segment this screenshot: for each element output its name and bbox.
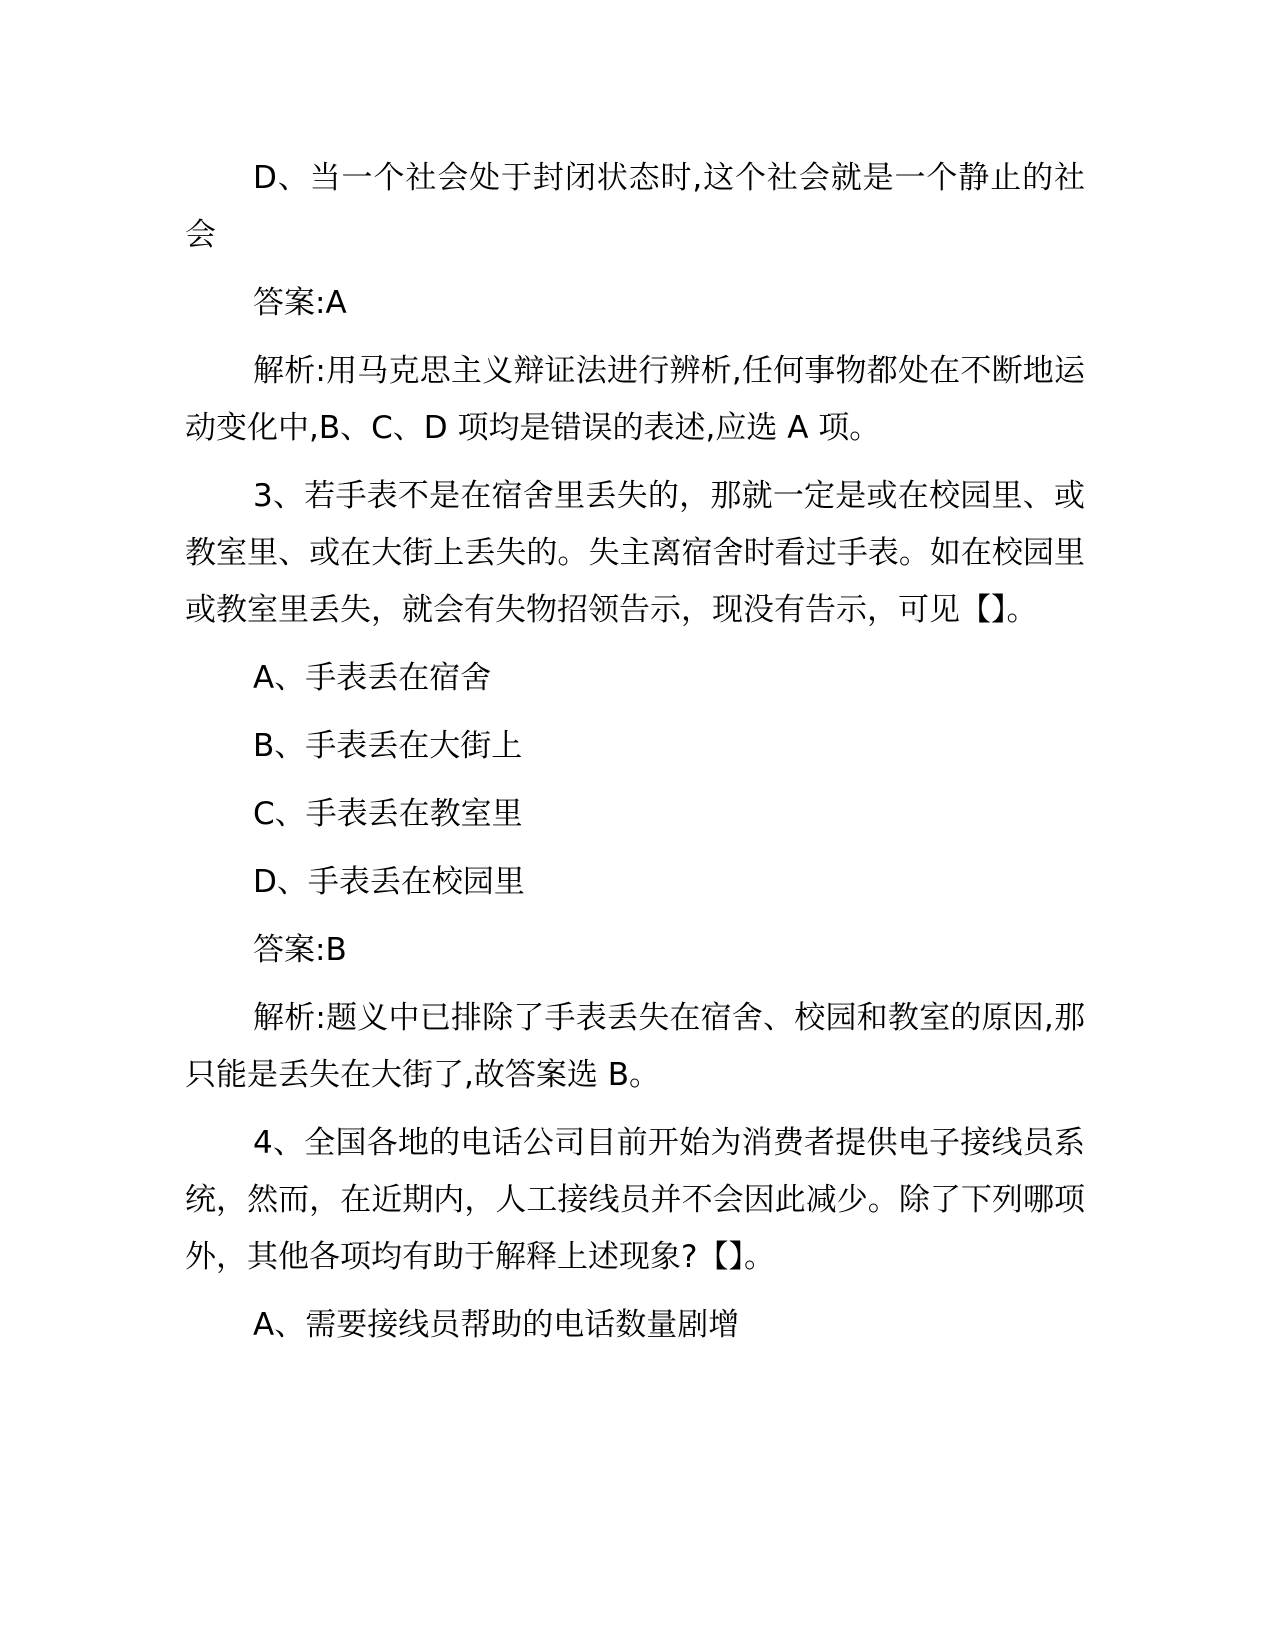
answer-q2: 答案:A (253, 285, 347, 321)
option-d-q3: D、手表丢在校园里 (253, 864, 525, 900)
explanation-q3: 解析:题义中已排除了手表丢失在宿舍、校园和教室的原因,那只能是丢失在大街了,故答案选 B。 (185, 1000, 1085, 1093)
option-a-q3: A、手表丢在宿舍 (253, 660, 492, 696)
question-3: 3、若手表不是在宿舍里丢失的，那就一定是或在校园里、或教室里、或在大街上丢失的。失主离宿舍时看过手表。如在校园里或教室里丢失，就会有失物招领告示，现没有告示，可见【】。 (185, 478, 1085, 628)
document-body (185, 150, 1085, 1365)
option-d-q2: D、当一个社会处于封闭状态时,这个社会就是一个静止的社会 (185, 160, 1085, 253)
option-a-q4: A、需要接线员帮助的电话数量剧增 (253, 1307, 740, 1343)
answer-q3: 答案:B (253, 932, 347, 968)
option-c-q3: C、手表丢在教室里 (253, 796, 523, 832)
explanation-q2: 解析:用马克思主义辩证法进行辨析,任何事物都处在不断地运动变化中,B、C、D 项均是错误的表述,应选 A 项。 (185, 353, 1085, 446)
option-b-q3: B、手表丢在大街上 (253, 728, 523, 764)
question-4: 4、全国各地的电话公司目前开始为消费者提供电子接线员系统，然而，在近期内，人工接线员并不会因此减少。除了下列哪项外，其他各项均有助于解释上述现象?【】。 (185, 1125, 1085, 1275)
